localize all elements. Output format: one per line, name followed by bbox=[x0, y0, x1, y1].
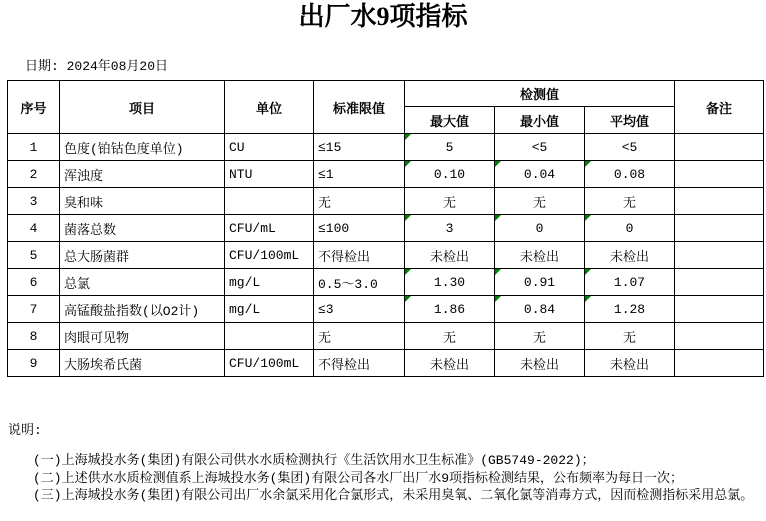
note-line: (二)上述供水水质检测值系上海城投水务(集团)有限公司各水厂出厂水9项指标检测结果，公布频率为每日一次； bbox=[33, 470, 684, 486]
cell-min-value: 无 bbox=[532, 195, 546, 211]
cell-min-value: <5 bbox=[531, 139, 548, 155]
cell-avg bbox=[585, 161, 675, 188]
cell-item: 浑浊度 bbox=[60, 161, 225, 188]
note-line: (三)上海城投水务(集团)有限公司出厂水余氯采用化合氯形式，未采用臭氧、二氧化氯等消毒方式，因而检测指标采用总氯。 bbox=[33, 488, 754, 503]
cell-min bbox=[495, 188, 585, 215]
cell-max-value: 未检出 bbox=[429, 357, 469, 373]
cell-remark bbox=[675, 323, 764, 350]
cell-avg-value: 无 bbox=[623, 195, 637, 211]
cell-avg bbox=[585, 134, 675, 161]
header-min: 最小值 bbox=[495, 107, 585, 134]
cell-item: 总氯 bbox=[60, 269, 225, 296]
cell-no: 5 bbox=[8, 242, 60, 269]
cell-min bbox=[495, 134, 585, 161]
cell-remark bbox=[675, 188, 764, 215]
header-max: 最大值 bbox=[405, 107, 495, 134]
flag-triangle-icon bbox=[405, 134, 411, 140]
cell-avg-value: 1.07 bbox=[613, 274, 646, 290]
table-row bbox=[8, 161, 764, 188]
flag-triangle-icon bbox=[495, 161, 501, 167]
cell-max bbox=[405, 215, 495, 242]
date-label: 日期: 2024年08月20日 bbox=[25, 59, 169, 74]
cell-avg bbox=[585, 323, 675, 350]
cell-max bbox=[405, 134, 495, 161]
cell-avg bbox=[585, 215, 675, 242]
cell-max bbox=[405, 350, 495, 377]
page-title: 出厂水9项指标 bbox=[298, 2, 468, 31]
table-row bbox=[8, 215, 764, 242]
cell-avg-value: 0 bbox=[625, 220, 634, 236]
cell-limit: ≤3 bbox=[314, 296, 405, 323]
cell-avg-value: 未检出 bbox=[610, 357, 650, 373]
cell-no: 2 bbox=[8, 161, 60, 188]
table-row bbox=[8, 269, 764, 296]
cell-avg-value: 0.08 bbox=[613, 166, 646, 182]
cell-avg bbox=[585, 242, 675, 269]
table-row bbox=[8, 188, 764, 215]
cell-avg bbox=[585, 296, 675, 323]
cell-limit: ≤1 bbox=[314, 161, 405, 188]
cell-unit bbox=[225, 323, 314, 350]
flag-triangle-icon bbox=[495, 296, 501, 302]
cell-item: 色度(铂钴色度单位) bbox=[60, 134, 225, 161]
cell-unit: CFU/100mL bbox=[225, 242, 314, 269]
flag-triangle-icon bbox=[585, 269, 591, 275]
cell-max bbox=[405, 269, 495, 296]
cell-max bbox=[405, 161, 495, 188]
notes-label: 说明: bbox=[8, 423, 42, 438]
cell-min-value: 0.04 bbox=[523, 166, 556, 182]
cell-unit: CU bbox=[225, 134, 314, 161]
cell-min bbox=[495, 161, 585, 188]
water-quality-table bbox=[7, 80, 764, 377]
table-row bbox=[8, 296, 764, 323]
cell-unit: mg/L bbox=[225, 296, 314, 323]
cell-remark bbox=[675, 269, 764, 296]
header-no: 序号 bbox=[8, 81, 60, 134]
cell-min-value: 未检出 bbox=[519, 249, 559, 265]
cell-remark bbox=[675, 350, 764, 377]
cell-limit: 不得检出 bbox=[314, 350, 405, 377]
cell-avg-value: 1.28 bbox=[613, 301, 646, 317]
cell-min bbox=[495, 269, 585, 296]
cell-avg bbox=[585, 350, 675, 377]
cell-min bbox=[495, 215, 585, 242]
cell-unit: mg/L bbox=[225, 269, 314, 296]
cell-unit bbox=[225, 188, 314, 215]
cell-limit: 不得检出 bbox=[314, 242, 405, 269]
cell-limit: ≤15 bbox=[314, 134, 405, 161]
cell-avg-value: 无 bbox=[623, 330, 637, 346]
cell-avg bbox=[585, 188, 675, 215]
cell-item: 菌落总数 bbox=[60, 215, 225, 242]
cell-avg bbox=[585, 269, 675, 296]
cell-limit: 0.5～3.0 bbox=[314, 269, 405, 296]
cell-limit: ≤100 bbox=[314, 215, 405, 242]
cell-max bbox=[405, 188, 495, 215]
flag-triangle-icon bbox=[495, 269, 501, 275]
cell-unit: CFU/mL bbox=[225, 215, 314, 242]
flag-triangle-icon bbox=[585, 215, 591, 221]
cell-limit: 无 bbox=[314, 323, 405, 350]
cell-max bbox=[405, 296, 495, 323]
header-unit: 单位 bbox=[225, 81, 314, 134]
table-row bbox=[8, 323, 764, 350]
cell-unit: NTU bbox=[225, 161, 314, 188]
flag-triangle-icon bbox=[495, 215, 501, 221]
cell-max-value: 无 bbox=[442, 330, 456, 346]
cell-item: 大肠埃希氏菌 bbox=[60, 350, 225, 377]
header-detection: 检测值 bbox=[405, 81, 675, 107]
cell-min-value: 0.91 bbox=[523, 274, 556, 290]
flag-triangle-icon bbox=[585, 296, 591, 302]
cell-no: 7 bbox=[8, 296, 60, 323]
cell-no: 6 bbox=[8, 269, 60, 296]
table-row bbox=[8, 350, 764, 377]
flag-triangle-icon bbox=[405, 161, 411, 167]
flag-triangle-icon bbox=[405, 296, 411, 302]
cell-max-value: 0.10 bbox=[433, 166, 466, 182]
cell-no: 9 bbox=[8, 350, 60, 377]
cell-item: 高锰酸盐指数(以O2计) bbox=[60, 296, 225, 323]
header-avg: 平均值 bbox=[585, 107, 675, 134]
cell-no: 3 bbox=[8, 188, 60, 215]
cell-max bbox=[405, 242, 495, 269]
cell-no: 4 bbox=[8, 215, 60, 242]
cell-item: 总大肠菌群 bbox=[60, 242, 225, 269]
cell-min-value: 未检出 bbox=[519, 357, 559, 373]
cell-item: 肉眼可见物 bbox=[60, 323, 225, 350]
cell-limit: 无 bbox=[314, 188, 405, 215]
cell-min bbox=[495, 323, 585, 350]
cell-remark bbox=[675, 215, 764, 242]
cell-min bbox=[495, 296, 585, 323]
cell-remark bbox=[675, 134, 764, 161]
header-item: 项目 bbox=[60, 81, 225, 134]
note-line: (一)上海城投水务(集团)有限公司供水水质检测执行《生活饮用水卫生标准》(GB5749-2022)； bbox=[33, 453, 595, 468]
table-row bbox=[8, 134, 764, 161]
cell-max-value: 未检出 bbox=[429, 249, 469, 265]
table-row bbox=[8, 242, 764, 269]
cell-min-value: 0.84 bbox=[523, 301, 556, 317]
flag-triangle-icon bbox=[585, 161, 591, 167]
cell-remark bbox=[675, 296, 764, 323]
cell-no: 8 bbox=[8, 323, 60, 350]
header-remark: 备注 bbox=[675, 81, 764, 134]
cell-no: 1 bbox=[8, 134, 60, 161]
cell-item: 臭和味 bbox=[60, 188, 225, 215]
cell-min-value: 无 bbox=[532, 330, 546, 346]
notes-list bbox=[33, 452, 760, 505]
cell-min bbox=[495, 350, 585, 377]
flag-triangle-icon bbox=[405, 215, 411, 221]
header-limit: 标准限值 bbox=[314, 81, 405, 134]
flag-triangle-icon bbox=[405, 269, 411, 275]
cell-min bbox=[495, 242, 585, 269]
cell-max-value: 5 bbox=[445, 139, 454, 155]
cell-remark bbox=[675, 161, 764, 188]
cell-max-value: 3 bbox=[445, 220, 454, 236]
cell-max-value: 1.86 bbox=[433, 301, 466, 317]
notes-section bbox=[8, 422, 760, 505]
cell-avg-value: 未检出 bbox=[610, 249, 650, 265]
cell-max-value: 1.30 bbox=[433, 274, 466, 290]
cell-max bbox=[405, 323, 495, 350]
cell-min-value: 0 bbox=[535, 220, 544, 236]
cell-unit: CFU/100mL bbox=[225, 350, 314, 377]
cell-avg-value: <5 bbox=[621, 139, 638, 155]
cell-remark bbox=[675, 242, 764, 269]
cell-max-value: 无 bbox=[442, 195, 456, 211]
